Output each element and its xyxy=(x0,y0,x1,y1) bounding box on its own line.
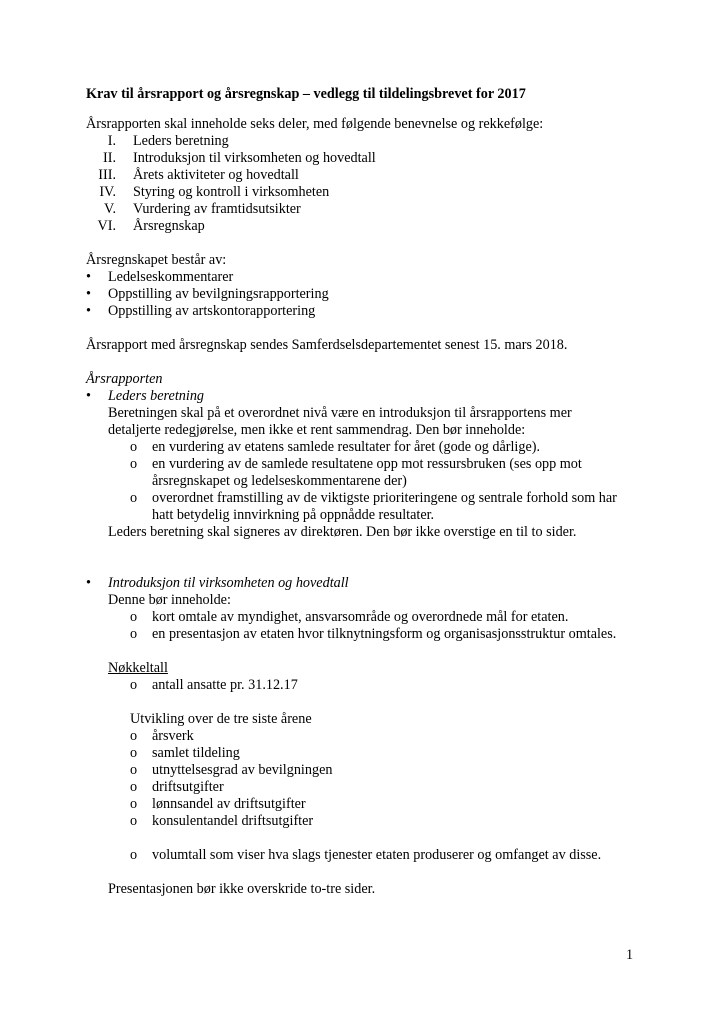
parts-list xyxy=(86,133,646,235)
list-item: I. Leders beretning xyxy=(107,133,229,149)
list-item: III. Årets aktiviteter og hovedtall xyxy=(98,167,299,183)
list-item: IV. Styring og kontroll i virksomheten xyxy=(99,184,330,200)
list-item: o antall ansatte pr. 31.12.17 xyxy=(130,677,298,693)
circle-bullet-icon: o xyxy=(130,626,138,642)
circle-bullet-icon: o xyxy=(130,439,138,455)
list-item: II. Introduksjon til virksomheten og hovedtall xyxy=(103,150,376,166)
closing-text: Presentasjonen bør ikke overskride to-tre sider. xyxy=(108,881,376,897)
nokkeltall-heading: Nøkkeltall xyxy=(108,660,168,676)
page-number: 1 xyxy=(626,947,634,963)
circle-bullet-icon: o xyxy=(130,456,138,472)
list-item: o samlet tildeling xyxy=(130,745,240,761)
circle-bullet-icon: o xyxy=(130,813,138,829)
list-item: o lønnsandel av driftsutgifter xyxy=(130,796,306,812)
list-item: o overordnet framstilling av de viktigste prioriteringene og sentrale forhold som har xyxy=(130,490,617,506)
circle-bullet-icon: o xyxy=(130,728,138,744)
list-item: o driftsutgifter xyxy=(130,779,224,795)
list-item: o kort omtale av myndighet, ansvarsområde og overordnede mål for etaten. xyxy=(130,609,569,625)
regnskap-list xyxy=(86,269,646,320)
list-item: o årsverk xyxy=(130,728,194,744)
parts-intro: Årsrapporten skal inneholde seks deler, med følgende benevnelse og rekkefølge: xyxy=(86,116,544,132)
bullet-icon: • xyxy=(86,575,91,591)
circle-bullet-icon: o xyxy=(130,490,138,506)
bullet-icon: • xyxy=(86,286,91,302)
document-page: Krav til årsrapport og årsregnskap – vedlegg til tildelingsbrevet for 2017 Årsrapporten skal inneholde seks deler, med følgende benevnelse og rekkefølge: I. Leders beretning II. Introduksjon til virksomheten og hovedtall III. Årets aktiviteter og hovedtall IV. Styring og kontroll i virksomheten V. Vurdering av framtidsutsikter VI. Årsregnskap Årsregnskapet består av: • Ledelseskommentarer • Oppstilling av bevilgningsrapportering • Oppstilling av artskontorapportering Årsrapport med årsregnskap sendes Samferdselsdepartementet senest 15. mars 2018. Årsrapporten • Leders beretning Beretningen skal på et overordnet nivå være en introduksjon til årsrapportens mer detaljerte redegjørelse, men ikke et rent sammendrag. Den bør inneholde: o en vurdering av etatens samlede resultater for året (gode og dårlige). o en vurdering av de samlede resultatene opp mot ressursbruken (ses opp mot årsregnskapet og ledelseskommentarene der) o overordnet framstilling av de viktigste prioriteringene og sentrale forhold som har hatt betydelig innvirkning på oppnådde resultater. Leders beretning skal signeres av direktøren. Den bør ikke overstige en til to sider. • Introduksjon til virksomheten og hovedtall Denne bør inneholde: o kort omtale av myndighet, ansvarsområde og overordnede mål for etaten. o en presentasjon av etaten hvor tilknytningsform og organisasjonsstruktur omtales. Nøkkeltall o antall ansatte pr. 31.12.17 Utvikling over de tre siste årene o årsverk o samlet tildeling o utnyttelsesgrad av bevilgningen o driftsutgifter o lønnsandel av driftsutgifter o konsulentandel driftsutgifter o volumtall som viser hva slags tjenester etaten produserer og omfanget av disse. Presentasjonen bør ikke overskride to-tre sider. xyxy=(86,86,646,898)
bullet-icon: • xyxy=(86,269,91,285)
list-item: o en vurdering av etatens samlede resultater for året (gode og dårlige). xyxy=(130,439,541,455)
deadline-text: Årsrapport med årsregnskap sendes Samferdselsdepartementet senest 15. mars 2018. xyxy=(86,337,568,353)
utvikling-text: Utvikling over de tre siste årene xyxy=(130,711,312,727)
list-item: • Ledelseskommentarer xyxy=(86,269,234,285)
regnskap-intro: Årsregnskapet består av: xyxy=(86,252,227,268)
bullet-icon: • xyxy=(86,388,91,404)
list-item: • Oppstilling av artskontorapportering xyxy=(86,303,316,319)
circle-bullet-icon: o xyxy=(130,847,138,863)
introduksjon-heading: Introduksjon til virksomheten og hovedtall xyxy=(108,575,349,591)
sign-text: Leders beretning skal signeres av direktøren. Den bør ikke overstige en til to sider. xyxy=(108,524,577,540)
list-item: o volumtall som viser hva slags tjenester etaten produserer og omfanget av disse. xyxy=(130,847,602,863)
list-item: • Oppstilling av bevilgningsrapportering xyxy=(86,286,329,302)
list-item: o en vurdering av de samlede resultatene opp mot ressursbruken (ses opp mot xyxy=(130,456,582,472)
bullet-icon: • xyxy=(86,303,91,319)
circle-bullet-icon: o xyxy=(130,609,138,625)
leders-beretning-item xyxy=(86,388,646,405)
list-item: o konsulentandel driftsutgifter xyxy=(130,813,314,829)
introduksjon-item xyxy=(86,575,646,592)
circle-bullet-icon: o xyxy=(130,677,138,693)
circle-bullet-icon: o xyxy=(130,779,138,795)
document-title: Krav til årsrapport og årsregnskap – vedlegg til tildelingsbrevet for 2017 xyxy=(86,86,526,102)
list-item: VI. Årsregnskap xyxy=(97,218,205,234)
list-item: o en presentasjon av etaten hvor tilknytningsform og organisasjonsstruktur omtales. xyxy=(130,626,617,642)
circle-bullet-icon: o xyxy=(130,762,138,778)
list-item: V. Vurdering av framtidsutsikter xyxy=(104,201,301,217)
list-item: o utnyttelsesgrad av bevilgningen xyxy=(130,762,333,778)
circle-bullet-icon: o xyxy=(130,796,138,812)
leders-heading: Leders beretning xyxy=(108,388,205,404)
section-heading: Årsrapporten xyxy=(86,371,163,387)
circle-bullet-icon: o xyxy=(130,745,138,761)
